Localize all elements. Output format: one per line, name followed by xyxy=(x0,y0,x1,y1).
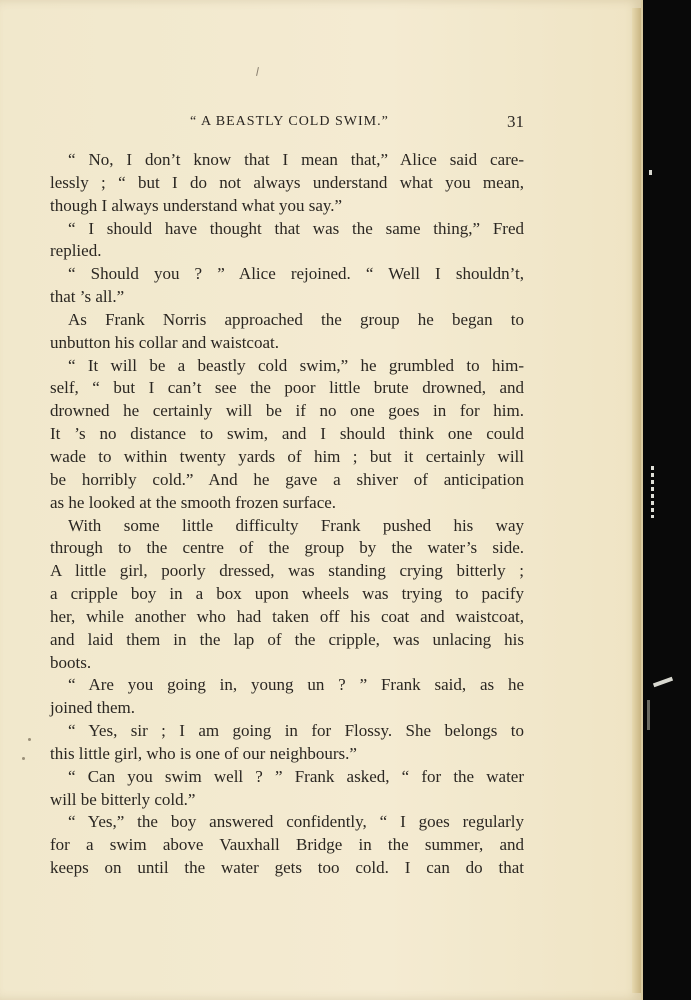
text-line: lessly ; “ but I do not always understand what you mean, xyxy=(50,172,524,192)
page-header xyxy=(50,112,524,136)
text-line: wade to within twenty yards of him ; but it certainly will xyxy=(50,446,524,466)
text-line: joined them. xyxy=(50,698,135,718)
edge-mark xyxy=(647,700,650,730)
text-line: replied. xyxy=(50,241,102,261)
edge-mark xyxy=(649,170,652,175)
text-line: though I always understand what you say.” xyxy=(50,195,343,215)
text-line: “ It will be a beastly cold swim,” he grumbled to him- xyxy=(68,355,524,375)
text-line: that ’s all.” xyxy=(50,287,125,307)
text-line: keeps on until the water gets too cold. I can do that xyxy=(50,858,524,878)
text-line: drowned he certainly will be if no one goes in for him. xyxy=(50,401,524,421)
text-line: for a swim above Vauxhall Bridge in the summer, and xyxy=(50,835,524,855)
text-line: boots. xyxy=(50,652,92,672)
text-line: through to the centre of the group by the water’s side. xyxy=(50,538,524,558)
edge-mark xyxy=(651,466,654,518)
text-line: “ Should you ? ” Alice rejoined. “ Well I shouldn’t, xyxy=(68,264,524,284)
text-line: “ Yes, sir ; I am going in for Flossy. She belongs to xyxy=(68,721,524,741)
body-text xyxy=(50,149,524,880)
text-line: With some little difficulty Frank pushed his way xyxy=(68,515,524,535)
text-line: “ Can you swim well ? ” Frank asked, “ for the water xyxy=(68,766,524,786)
text-line: self, “ but I can’t see the poor little brute drowned, and xyxy=(50,378,524,398)
text-line: this little girl, who is one of our neighbours.” xyxy=(50,743,357,763)
margin-dot xyxy=(28,738,31,741)
text-line: as he looked at the smooth frozen surface. xyxy=(50,492,337,512)
text-line: a cripple boy in a box upon wheels was trying to pacify xyxy=(50,584,524,604)
text-line: “ No, I don’t know that I mean that,” Alice said care- xyxy=(68,150,524,169)
running-head: “ A BEASTLY COLD SWIM.” xyxy=(190,114,389,129)
text-line: As Frank Norris approached the group he began to xyxy=(68,309,524,329)
text-line: and laid them in the lap of the cripple, was unlacing his xyxy=(50,629,524,649)
text-line: “ Yes,” the boy answered confidently, “ I goes regularly xyxy=(68,812,524,832)
text-line: her, while another who had taken off his coat and waistcoat, xyxy=(50,606,524,626)
text-line: A little girl, poorly dressed, was standing crying bitterly ; xyxy=(50,561,524,581)
text-line: will be bitterly cold.” xyxy=(50,789,196,809)
edge-mark xyxy=(653,677,673,688)
text-line: “ Are you going in, young un ? ” Frank said, as he xyxy=(68,675,524,695)
page-fold xyxy=(632,8,641,993)
text-line: be horribly cold.” And he gave a shiver of anticipation xyxy=(50,469,524,489)
book-spine-edge xyxy=(643,0,691,1000)
stray-pencil-mark xyxy=(256,67,259,76)
margin-dot xyxy=(22,757,25,760)
text-line: It ’s no distance to swim, and I should think one could xyxy=(50,424,524,444)
text-line: “ I should have thought that was the same thing,” Fred xyxy=(68,218,524,238)
page-number: 31 xyxy=(507,112,524,131)
text-line: unbutton his collar and waistcoat. xyxy=(50,332,279,352)
